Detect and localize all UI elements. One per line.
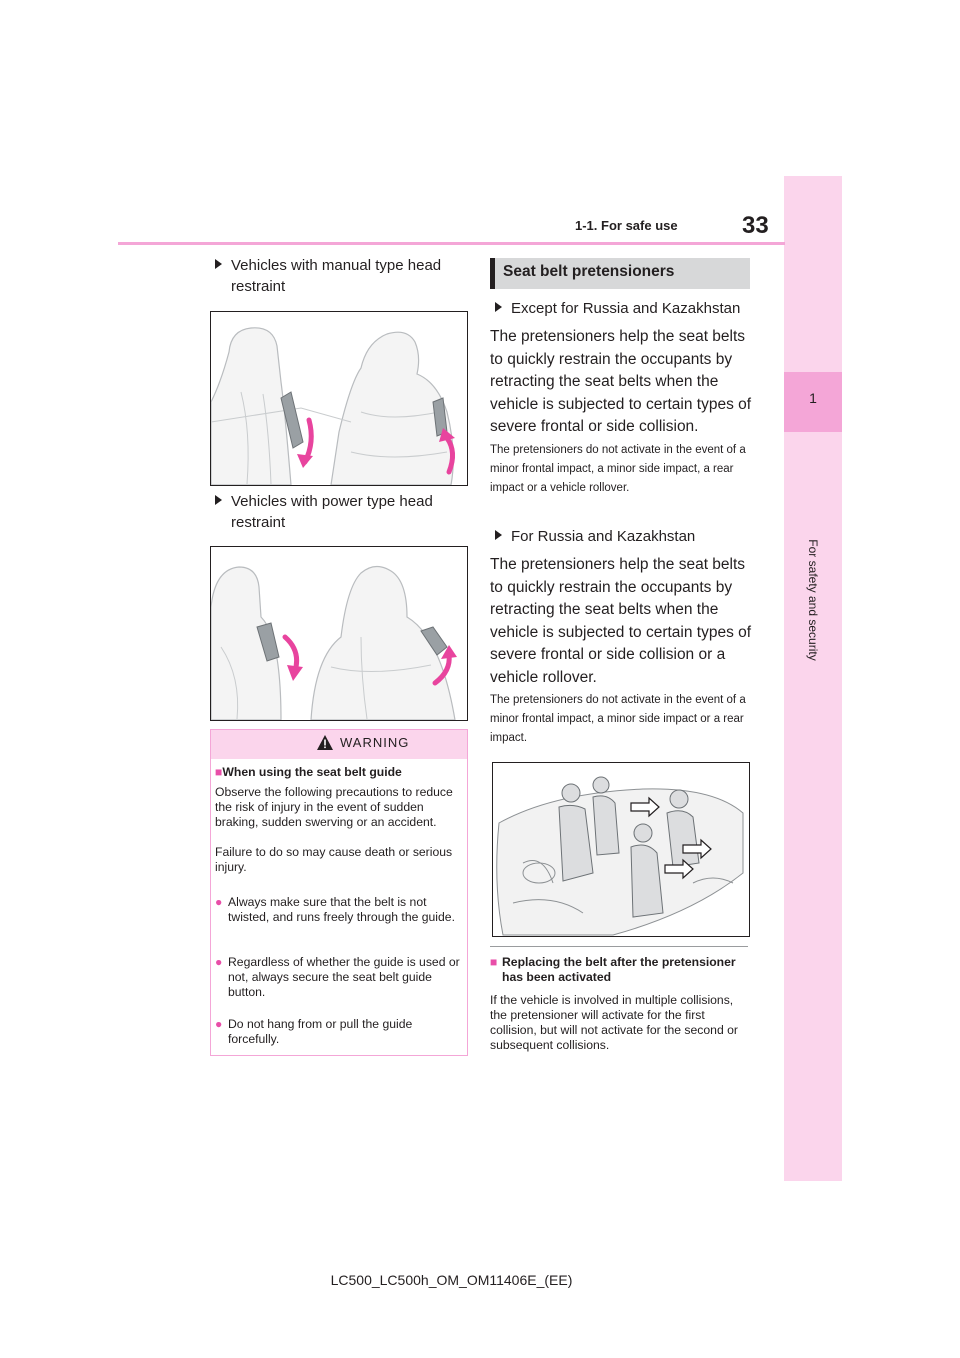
warning-bullet	[215, 895, 461, 925]
warning-subhead	[215, 765, 465, 780]
except-russia-heading	[495, 298, 755, 319]
except-russia-note: The pretensioners do not activate in the event of a minor frontal impact, a minor side impact, a rear impact or a vehicle rollover.	[490, 444, 746, 494]
header-rule	[118, 242, 785, 245]
replace-heading-text: Replacing the belt after the pretensioner has been activated	[502, 955, 736, 984]
side-tab	[784, 176, 842, 1181]
square-bullet-icon: ■	[215, 765, 223, 779]
figure-pretensioner-occupants	[492, 762, 750, 937]
warning-title: WARNING	[340, 735, 410, 750]
manual-restraint-illustration	[211, 312, 467, 485]
square-bullet-icon: ■	[490, 955, 498, 969]
warning-header	[211, 730, 467, 759]
power-restraint-label: Vehicles with power type head restraint	[231, 493, 433, 531]
circle-bullet-icon: ●	[215, 895, 223, 909]
section-heading-marker	[490, 258, 495, 289]
warning-bullet	[215, 1017, 461, 1047]
divider	[490, 946, 748, 947]
russia-label: For Russia and Kazakhstan	[511, 528, 696, 545]
chapter-number: 1	[809, 390, 817, 406]
warning-intro-consequence: Failure to do so may cause death or serious injury.	[215, 845, 453, 874]
figure-power-head-restraint	[210, 546, 468, 721]
warning-bullet-text: Always make sure that the belt is not twisted, and runs freely through the guide.	[228, 895, 455, 924]
page-number: 33	[742, 212, 769, 239]
warning-triangle-icon	[317, 735, 333, 755]
warning-bullet-text: Do not hang from or pull the guide forcefully.	[228, 1017, 413, 1046]
figure-manual-head-restraint	[210, 311, 468, 486]
chapter-title: For safety and security	[806, 539, 820, 661]
replace-body: If the vehicle is involved in multiple collisions, the pretensioner will activate for the first collision, but will not activate for the second or subsequent collisions.	[490, 993, 738, 1052]
warning-bullet	[215, 955, 461, 1000]
russia-body: The pretensioners help the seat belts to quickly restrain the occupants by retracting the seat belts when the vehicle is subjected to certain types of severe frontal or side collision or a vehicle rollover.	[490, 556, 752, 686]
circle-bullet-icon: ●	[215, 955, 223, 969]
warning-bullet-text: Regardless of whether the guide is used or not, always secure the seat belt guide button.	[228, 955, 460, 999]
power-restraint-heading	[215, 491, 465, 533]
warning-intro: Observe the following precautions to reduce the risk of injury in the event of sudden braking, sudden swerving or an accident.	[215, 785, 453, 829]
except-russia-label: Except for Russia and Kazakhstan	[511, 300, 741, 317]
russia-note: The pretensioners do not activate in the event of a minor frontal impact, a minor side impact or a rear impact.	[490, 694, 746, 744]
manual-restraint-heading	[215, 255, 465, 297]
russia-heading	[495, 526, 755, 547]
power-restraint-illustration	[211, 547, 467, 720]
footer-code: LC500_LC500h_OM_OM11406E_(EE)	[330, 1272, 573, 1288]
pretensioner-illustration	[493, 763, 749, 936]
manual-restraint-label: Vehicles with manual type head restraint	[231, 257, 442, 295]
section-heading: Seat belt pretensioners	[503, 263, 675, 280]
triangle-bullet-icon	[495, 530, 502, 540]
warning-subhead-text: When using the seat belt guide	[222, 765, 402, 779]
triangle-bullet-icon	[495, 302, 502, 312]
section-title: 1-1. For safe use	[575, 218, 678, 233]
except-russia-body: The pretensioners help the seat belts to quickly restrain the occupants by retracting the seat belts when the vehicle is subjected to certain types of severe frontal or side collision.	[490, 328, 752, 435]
replace-heading	[490, 955, 752, 985]
circle-bullet-icon: ●	[215, 1017, 223, 1031]
triangle-bullet-icon	[215, 495, 222, 505]
triangle-bullet-icon	[215, 259, 222, 269]
